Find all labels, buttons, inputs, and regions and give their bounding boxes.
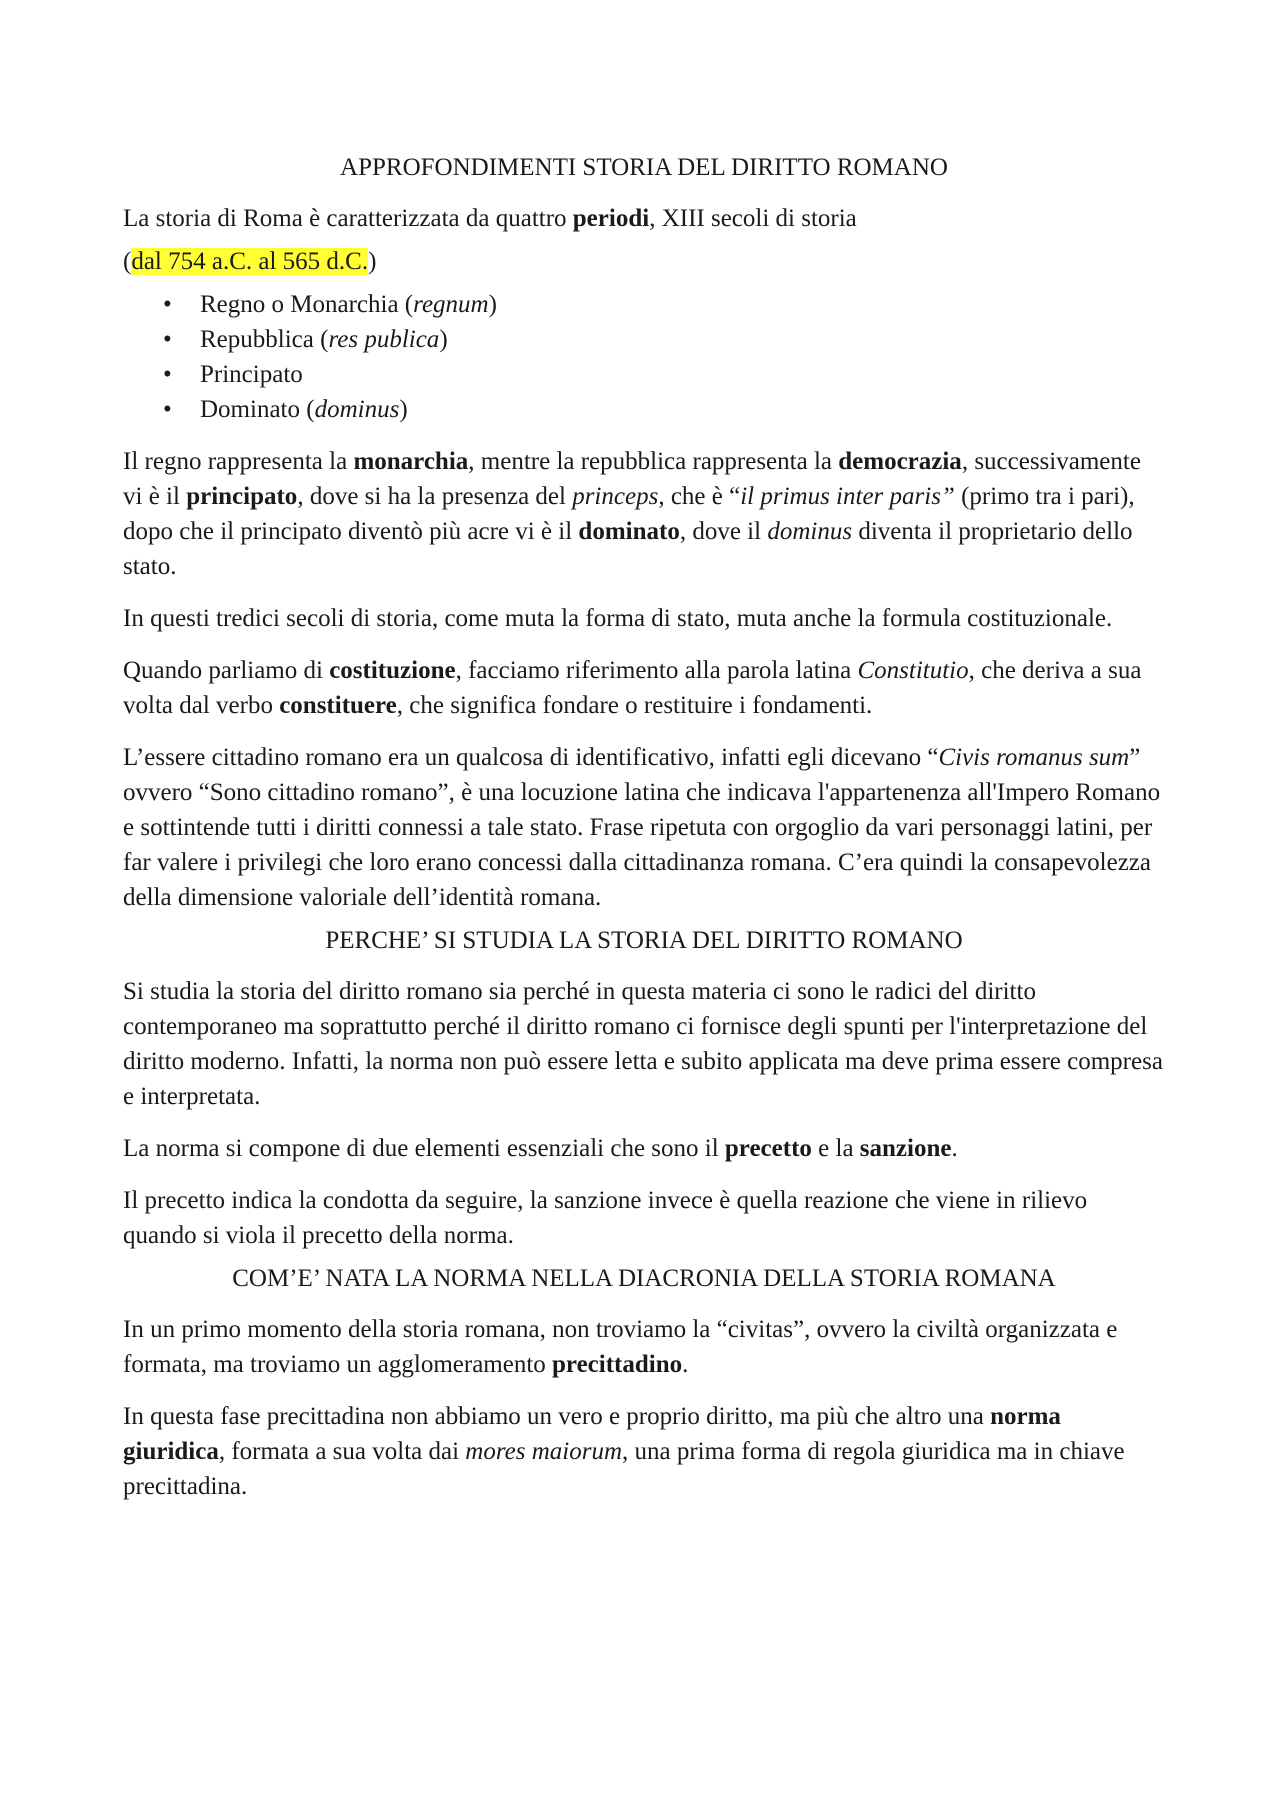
civitas-paragraph — [123, 1312, 1165, 1382]
text-run: , dove si ha la presenza del — [297, 483, 573, 510]
period-name: Regno o Monarchia ( — [200, 291, 414, 318]
text-run: (primo tra i pari), dopo che il principato diventò più acre vi è il — [123, 483, 1135, 545]
text-run: . — [951, 1135, 958, 1162]
italic-term: princeps — [572, 483, 659, 510]
document-title: APPROFONDIMENTI STORIA DEL DIRITTO ROMANO — [340, 154, 948, 181]
italic-term: Constitutio — [857, 657, 969, 684]
section-heading-norma: COM’E’ NATA LA NORMA NELLA DIACRONIA DELLA STORIA ROMANA — [232, 1265, 1056, 1292]
italic-term: Civis romanus sum — [938, 744, 1130, 771]
bullet-icon: • — [163, 396, 172, 423]
list-item — [123, 392, 1165, 427]
text-run: Il regno rappresenta la — [123, 448, 354, 475]
norma-paragraph — [123, 1131, 1165, 1166]
bold-term: norma giuridica — [123, 1403, 1061, 1465]
text-run: La norma si compone di due elementi essenziali che sono il — [123, 1135, 725, 1162]
period-latin: regnum — [413, 291, 489, 318]
bold-term: democrazia — [838, 448, 962, 475]
bold-term: precittadino — [552, 1351, 683, 1378]
bullet-icon: • — [163, 326, 172, 353]
periods-list — [123, 287, 1165, 427]
studia-paragraph: Si studia la storia del diritto romano sia perché in questa materia ci sono le radici del diritto contemporaneo ma soprattutto perché il diritto romano ci fornisce degli spunti per l'interpretazione del diritto moderno. Infatti, la norma non può essere letta e subito applicata ma deve prima essere compresa e interpretata. — [123, 978, 1163, 1110]
italic-term: mores maiorum — [465, 1438, 622, 1465]
text-run: . — [682, 1351, 689, 1378]
text-run: , che è “ — [658, 483, 741, 510]
text-run: ) — [368, 248, 377, 275]
list-item — [123, 357, 1165, 392]
text-run: Quando parliamo di — [123, 657, 330, 684]
text-run: ) — [439, 326, 448, 353]
text-run: ( — [123, 248, 132, 275]
period-name: Repubblica ( — [200, 326, 329, 353]
text-run: L’essere cittadino romano era un qualcosa di identificativo, infatti egli dicevano “ — [123, 744, 939, 771]
bullet-icon: • — [163, 291, 172, 318]
intro-paragraph — [123, 201, 1165, 236]
bold-term: costituzione — [329, 657, 456, 684]
text-run: , dove il — [679, 518, 768, 545]
period-name: Dominato ( — [200, 396, 315, 423]
fase-paragraph — [123, 1399, 1165, 1504]
secoli-paragraph: In questi tredici secoli di storia, come muta la forma di stato, muta anche la formula costituzionale. — [123, 605, 1113, 632]
section-heading-perche: PERCHE’ SI STUDIA LA STORIA DEL DIRITTO ROMANO — [325, 927, 963, 954]
costituzione-paragraph — [123, 653, 1165, 723]
bold-term: principato — [186, 483, 298, 510]
bold-term: precetto — [724, 1135, 812, 1162]
bold-term: monarchia — [353, 448, 469, 475]
text-run: , formata a sua volta dai — [218, 1438, 466, 1465]
cittadino-paragraph — [123, 740, 1165, 915]
text-run: , che significa fondare o restituire i fondamenti. — [396, 692, 873, 719]
text-run: ) — [488, 291, 497, 318]
list-item — [123, 287, 1165, 322]
italic-term: dominus — [767, 518, 853, 545]
bold-term: dominato — [578, 518, 680, 545]
period-latin: dominus — [314, 396, 400, 423]
text-run: In un primo momento della storia romana, non troviamo la “civitas”, ovvero la civiltà organizzata e formata, ma troviamo un agglomeramento — [123, 1316, 1118, 1378]
text-run: e la — [811, 1135, 860, 1162]
period-name: Principato — [200, 361, 303, 388]
regno-paragraph — [123, 444, 1165, 584]
text-run: diventa il proprietario dello stato. — [123, 518, 1133, 580]
text-run: ” ovvero “Sono cittadino romano”, è una locuzione latina che indicava l'appartenenza all'Impero Romano e sottintende tutti i diritti connessi a tale stato. Frase ripetuta con orgoglio da vari personaggi latini, per far valere i privilegi che loro erano concessi dalla cittadinanza romana. C’era quindi la consapevolezza della dimensione valoriale dell’identità romana. — [123, 744, 1161, 911]
text-run: La storia di Roma è caratterizzata da quattro — [123, 205, 573, 232]
dates-paragraph — [123, 244, 1165, 279]
list-item — [123, 322, 1165, 357]
text-run: In questa fase precittadina non abbiamo un vero e proprio diritto, ma più che altro una — [123, 1403, 991, 1430]
highlighted-dates: dal 754 a.C. al 565 d.C. — [131, 248, 369, 275]
text-run: , XIII secoli di storia — [649, 205, 857, 232]
period-latin: res publica — [328, 326, 440, 353]
italic-term: il primus inter paris” — [740, 483, 955, 510]
text-run: , una prima forma di regola giuridica ma in chiave precittadina. — [123, 1438, 1125, 1500]
text-run: , successivamente vi è il — [123, 448, 1141, 510]
text-run: ) — [399, 396, 408, 423]
text-run: , facciamo riferimento alla parola latina — [455, 657, 858, 684]
text-run: , che deriva a sua volta dal verbo — [123, 657, 1142, 719]
document-page — [123, 150, 1165, 1521]
bold-term: constituere — [279, 692, 397, 719]
text-run: , mentre la repubblica rappresenta la — [468, 448, 839, 475]
bullet-icon: • — [163, 361, 172, 388]
precetto-paragraph: Il precetto indica la condotta da seguire, la sanzione invece è quella reazione che viene in rilievo quando si viola il precetto della norma. — [123, 1187, 1088, 1249]
bold-term: sanzione — [859, 1135, 952, 1162]
bold-term-periodi: periodi — [572, 205, 650, 232]
